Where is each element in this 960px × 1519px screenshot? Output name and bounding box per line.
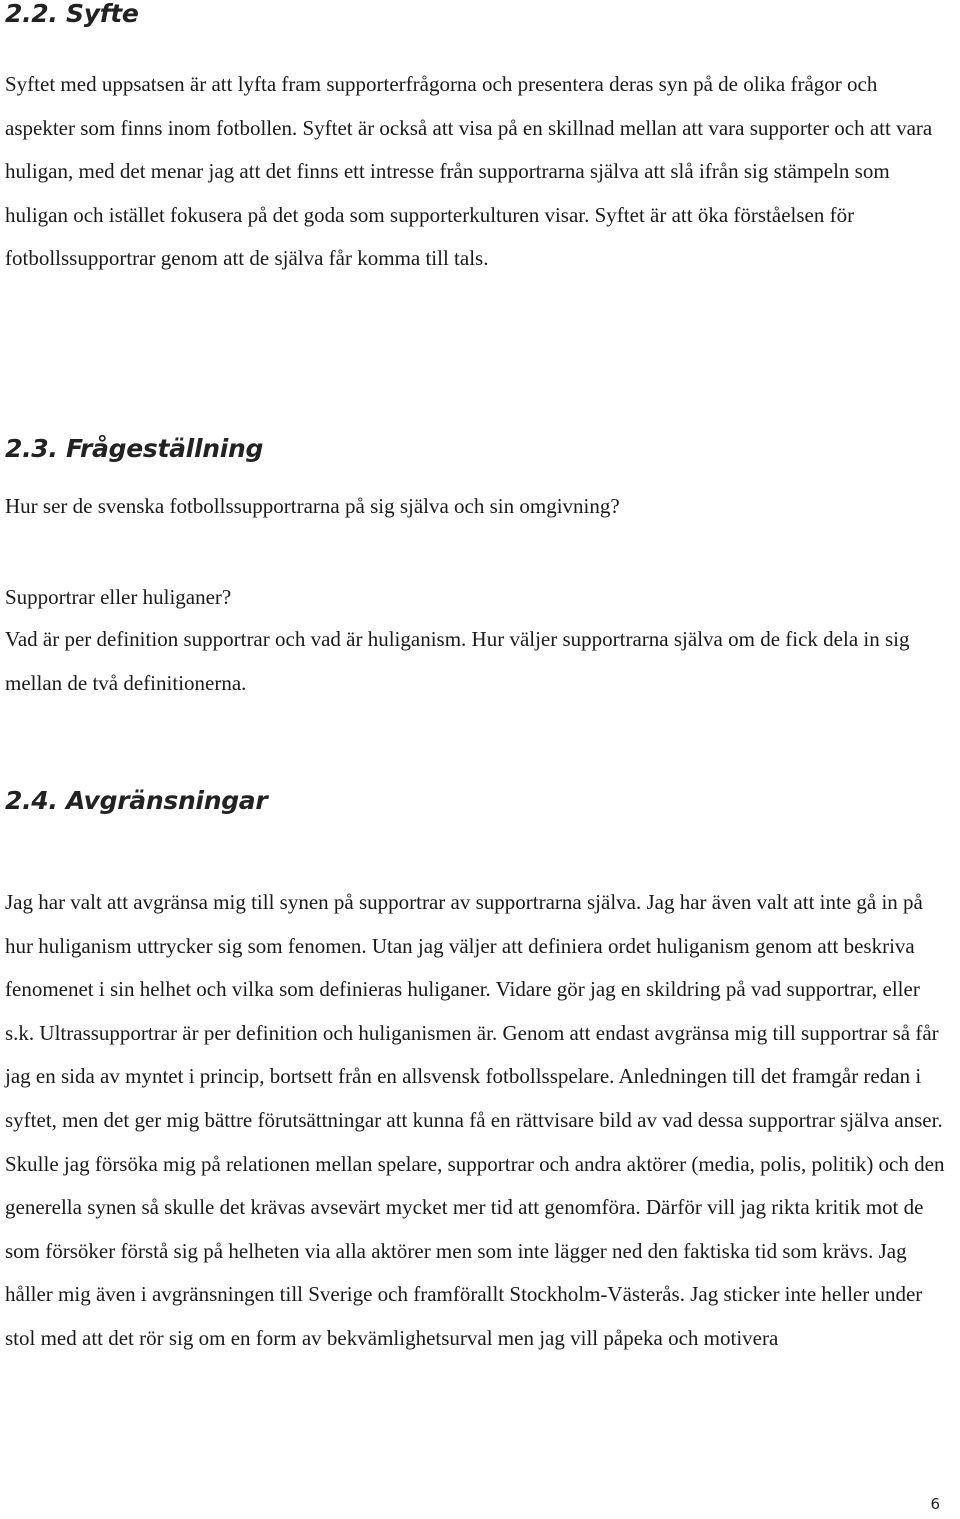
section-heading-fragestallning: 2.3. Frågeställning xyxy=(5,434,264,463)
fragestallning-question-2: Supportrar eller huliganer? xyxy=(5,585,232,609)
section-heading-avgransningar: 2.4. Avgränsningar xyxy=(5,786,268,815)
section-heading-syfte: 2.2. Syfte xyxy=(5,0,139,28)
fragestallning-question-1: Hur ser de svenska fotbollssupportrarna på sig själva och sin omgivning? xyxy=(5,494,620,518)
avgransningar-paragraph: Jag har valt att avgränsa mig till synen på supportrar av supportrarna själva. Jag har även valt att inte gå in på hur huliganism uttrycker sig som fenomen. Utan jag väljer att definiera ordet huliganism genom att beskriva fenomenet i sin helhet och vilka som definieras huliganer. Vidare gör jag en skildring på vad supportrar, eller s.k. Ultrassupportrar är per definition och huliganismen är. Genom att endast avgränsa mig till supportrar så får jag en sida av myntet i princip, bortsett från en allsvensk fotbollsspelare. Anledningen till det framgår redan i syftet, men det ger mig bättre förutsättningar att kunna få en rättvisare bild av vad dessa supportrar själva anser. Skulle jag försöka mig på relationen mellan spelare, supportrar och andra aktörer (media, polis, politik) och den generella synen så skulle det krävas avsevärt mycket mer tid att genomföra. Därför vill jag rikta kritik mot de som försöker förstå sig på helheten via alla aktörer men som inte lägger ned den faktiska tid som krävs. Jag håller mig även i avgränsningen till Sverige och framförallt Stockholm-Västerås. Jag sticker inte heller under stol med att det rör sig om en form av bekvämlighetsurval men jag vill påpeka och motivera xyxy=(5,890,945,1350)
page-number: 6 xyxy=(930,1495,940,1513)
syfte-paragraph: Syftet med uppsatsen är att lyfta fram supporterfrågorna och presentera deras syn på de olika frågor och aspekter som finns inom fotbollen. Syftet är också att visa på en skillnad mellan att vara supporter och att vara huligan, med det menar jag att det finns ett intresse från supportrarna själva att slå ifrån sig stämpeln som huligan och istället fokusera på det goda som supporterkulturen visar. Syftet är att öka förståelsen för fotbollssupportrar genom att de själva får komma till tals. xyxy=(5,72,933,271)
fragestallning-question-3: Vad är per definition supportrar och vad är huliganism. Hur väljer supportrarna själva om de fick dela in sig mellan de två definitionerna. xyxy=(5,627,910,695)
document-page xyxy=(5,0,947,1519)
